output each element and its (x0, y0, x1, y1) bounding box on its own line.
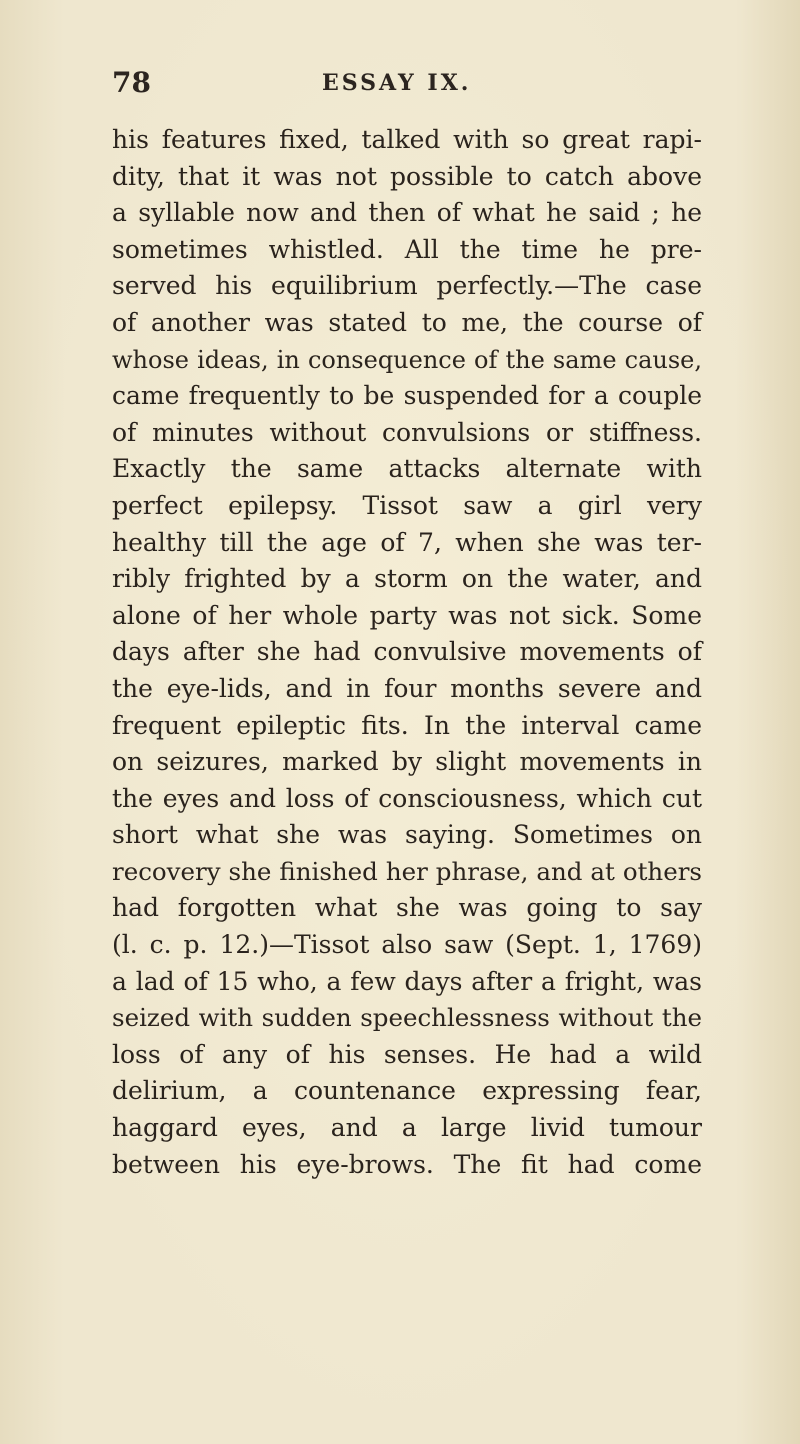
text-line: short what she was saying. Sometimes on (112, 820, 702, 850)
text-line: haggard eyes, and a large livid tumour (112, 1113, 702, 1143)
text-line: frequent epileptic fits. In the interval came (112, 710, 702, 740)
text-line: a lad of 15 who, a few days after a fright, was (112, 966, 702, 996)
text-line: days after she had convulsive movements of (112, 637, 702, 667)
running-head (112, 66, 702, 106)
text-line: alone of her whole party was not sick. Some (112, 600, 702, 630)
text-line: loss of any of his senses. He had a wild (112, 1039, 702, 1069)
text-line: served his equilibrium perfectly.—The case (112, 271, 702, 301)
text-line: had forgotten what she was going to say (112, 893, 702, 923)
text-line: dity, that it was not possible to catch above (112, 161, 702, 191)
text-line: recovery she finished her phrase, and at others (112, 856, 702, 886)
text-line: Exactly the same attacks alternate with (112, 454, 702, 484)
text-line: came frequently to be suspended for a couple (112, 381, 702, 411)
text-line: between his eye-brows. The fit had come (112, 1149, 702, 1179)
text-line: of another was stated to me, the course of (112, 307, 702, 337)
text-line: ribly frighted by a storm on the water, and (112, 564, 702, 594)
text-line: of minutes without convulsions or stiffness. (112, 417, 702, 447)
text-line: healthy till the age of 7, when she was ter- (112, 527, 702, 557)
text-line: seized with sudden speechlessness without the (112, 1003, 702, 1033)
section-title: ESSAY IX. (322, 70, 472, 96)
page-number: 78 (112, 66, 151, 99)
text-line: perfect epilepsy. Tissot saw a girl very (112, 490, 702, 520)
text-line: on seizures, marked by slight movements in (112, 747, 702, 777)
text-line: the eye-lids, and in four months severe and (112, 673, 702, 703)
text-line: his features fixed, talked with so great rapi- (112, 125, 702, 154)
text-line: delirium, a countenance expressing fear, (112, 1076, 702, 1106)
text-line: sometimes whistled. All the time he pre- (112, 234, 702, 264)
text-line: whose ideas, in consequence of the same cause, (112, 345, 702, 374)
text-line: the eyes and loss of consciousness, which cut (112, 783, 702, 813)
text-line: (l. c. p. 12.)—Tissot also saw (Sept. 1, 1769) (112, 930, 702, 960)
text-line: a syllable now and then of what he said ; he (112, 198, 702, 228)
body-text (112, 122, 702, 1183)
